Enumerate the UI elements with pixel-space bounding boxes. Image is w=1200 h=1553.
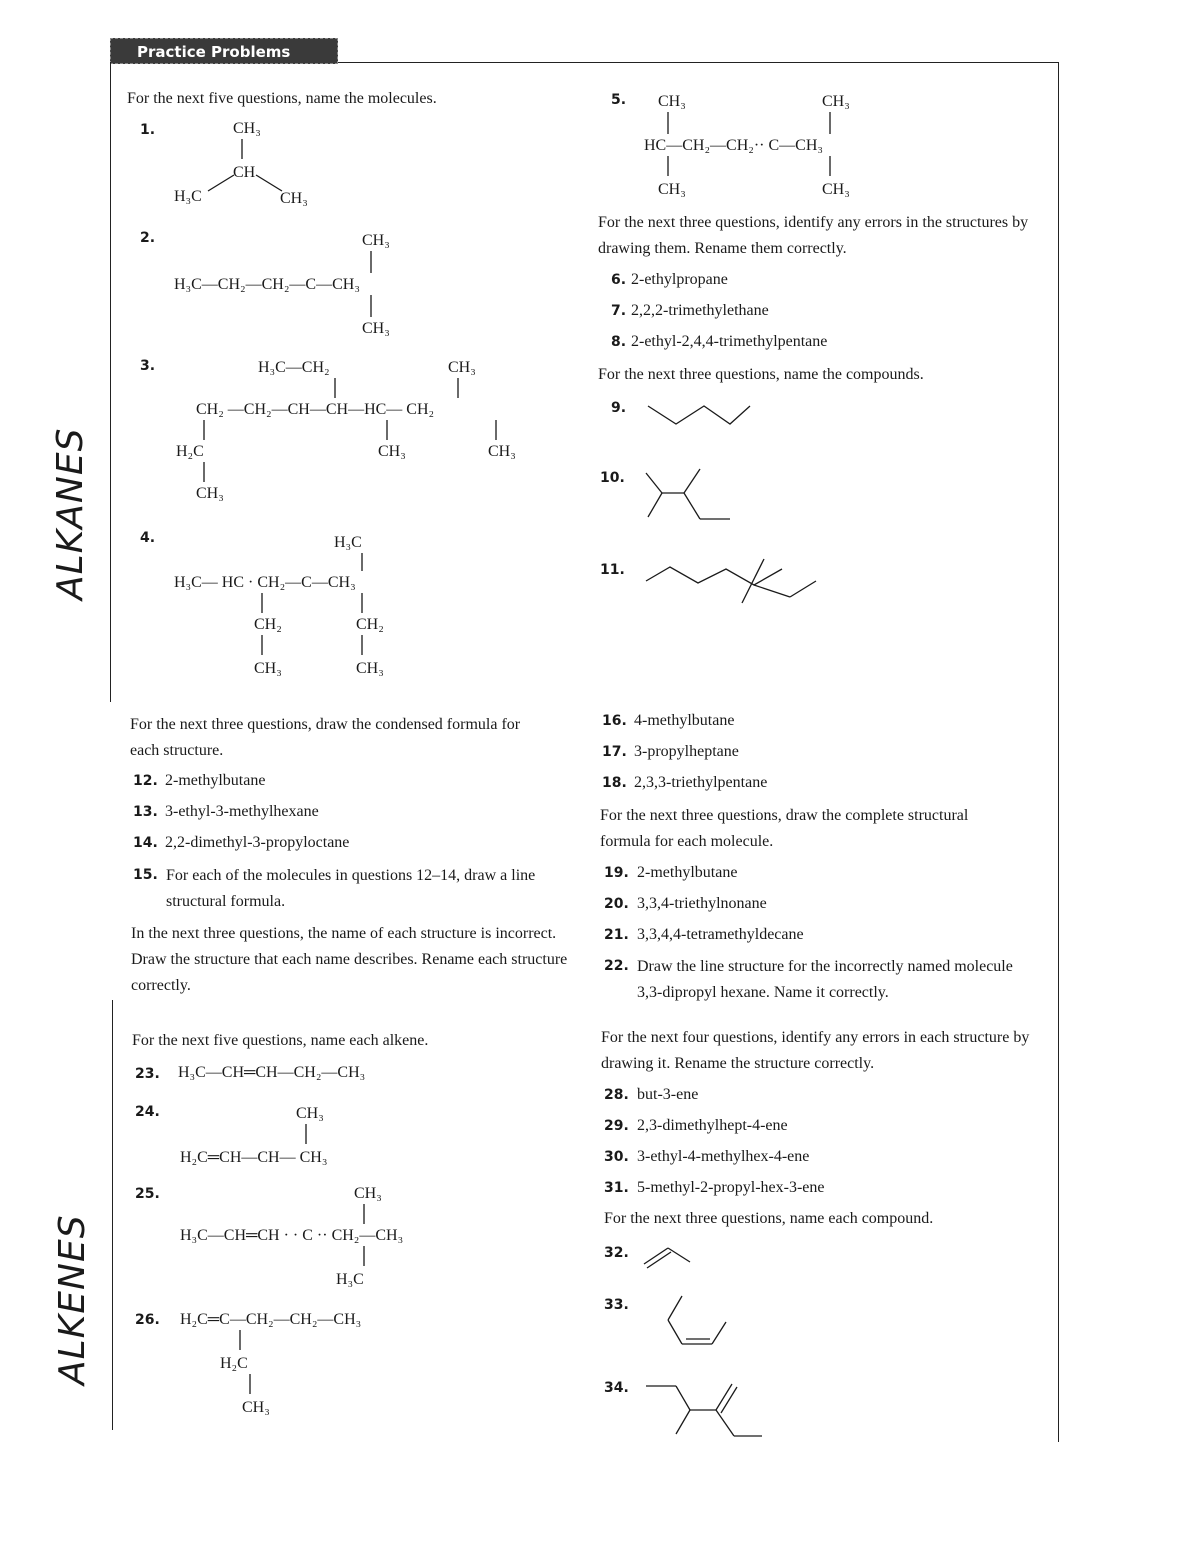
intro-identify-errors: For the next three questions, identify any errors in the structures by drawing them. Rename them correctly. <box>598 214 1029 257</box>
q1-structure <box>170 115 330 215</box>
q34-line-structure <box>640 1380 770 1445</box>
q3-main-chain: CH₂ —CH₂—CH—CH—HC— CH₂ <box>196 401 435 418</box>
q13-text: 3-ethyl-3-methylhexane <box>165 803 319 820</box>
q5-atom-ch3-bottom-right: CH₃ <box>822 181 850 198</box>
q33-number: 33. <box>604 1297 629 1313</box>
q3-number: 3. <box>140 358 156 374</box>
q4-main-chain: H₃C— HC · CH₂—C—CH₃ <box>174 574 356 591</box>
q16-number: 16. <box>602 713 627 729</box>
q12-number: 12. <box>133 773 158 789</box>
q4-structure <box>170 527 470 687</box>
q8-number: 8. <box>611 334 627 350</box>
intro-name-compounds: For the next three questions, name the compounds. <box>598 366 924 383</box>
practice-problems-banner: Practice Problems <box>110 38 338 64</box>
q26-atom-h2c: H₂C <box>220 1355 248 1372</box>
left-rule-alkenes <box>112 1000 113 1430</box>
right-rule <box>1058 62 1059 1442</box>
top-rule <box>338 62 1058 63</box>
q3-atom-ch3-right: CH₃ <box>488 443 516 460</box>
q2-structure <box>170 225 470 340</box>
q21-number: 21. <box>604 927 629 943</box>
q25-atom-ch3-top: CH₃ <box>354 1185 382 1202</box>
q17-number: 17. <box>602 744 627 760</box>
q5-main-chain: HC—CH₂—CH₂·· C—CH₃ <box>644 137 823 154</box>
q26-main-chain: H₂C═C—CH₂—CH₂—CH₃ <box>180 1311 362 1328</box>
q1-number: 1. <box>140 122 156 138</box>
q20-text: 3,3,4-triethylnonane <box>637 895 767 912</box>
q4-atom-ch3-right: CH₃ <box>356 660 384 677</box>
q15-text: For each of the molecules in questions 12–14, draw a line structural formula. <box>166 867 536 910</box>
q16-text: 4-methylbutane <box>634 712 735 729</box>
q33-line-structure <box>660 1292 740 1352</box>
q14-number: 14. <box>133 835 158 851</box>
q24-number: 24. <box>135 1104 160 1120</box>
q5-atom-ch3-top-right: CH₃ <box>822 93 850 110</box>
q2-number: 2. <box>140 230 156 246</box>
q17-text: 3-propylheptane <box>634 743 739 760</box>
q20-number: 20. <box>604 896 629 912</box>
q1-atom-ch3-top: CH₃ <box>233 120 261 137</box>
intro-incorrect: In the next three questions, the name of each structure is incorrect. Draw the structure that each name describes. Rename each structure correctly. <box>131 925 568 994</box>
q26-atom-ch3: CH₃ <box>242 1399 270 1416</box>
q3-structure <box>176 352 550 512</box>
q7-number: 7. <box>611 303 627 319</box>
q26-structure <box>178 1304 478 1424</box>
q4-atom-ch2-right: CH₂ <box>356 616 384 633</box>
side-label-alkenes: ALKENES <box>52 1214 93 1385</box>
intro-name-alkene: For the next five questions, name each alkene. <box>132 1032 429 1049</box>
q25-structure <box>178 1180 518 1290</box>
q2-atom-ch3-top: CH₃ <box>362 232 390 249</box>
q5-number: 5. <box>611 92 627 108</box>
q5-structure <box>640 86 940 206</box>
q22-number: 22. <box>604 958 629 974</box>
q22-text: Draw the line structure for the incorrectly named molecule 3,3-dipropyl hexane. Name it correctly. <box>637 958 1013 1001</box>
q24-main-chain: H₂C═CH—CH— CH₃ <box>180 1149 328 1166</box>
q25-atom-h3c-bottom: H₃C <box>336 1271 364 1288</box>
q28-number: 28. <box>604 1087 629 1103</box>
q8-text: 2-ethyl-2,4,4-trimethylpentane <box>631 333 828 350</box>
q3-atom-ch3-mid: CH₃ <box>378 443 406 460</box>
q14-text: 2,2-dimethyl-3-propyloctane <box>165 834 350 851</box>
q2-main-chain: H₃C—CH₂—CH₂—C—CH₃ <box>174 276 360 293</box>
q32-number: 32. <box>604 1245 629 1261</box>
q7-text: 2,2,2-trimethylethane <box>631 302 769 319</box>
q9-line-structure <box>640 398 750 438</box>
q19-number: 19. <box>604 865 629 881</box>
q18-text: 2,3,3-triethylpentane <box>634 774 768 791</box>
q6-text: 2-ethylpropane <box>631 271 728 288</box>
q3-atom-ch3-bottom: CH₃ <box>196 485 224 502</box>
left-rule-alkanes <box>110 62 111 702</box>
q30-text: 3-ethyl-4-methylhex-4-ene <box>637 1148 810 1165</box>
q26-number: 26. <box>135 1312 160 1328</box>
q32-line-structure <box>640 1240 700 1270</box>
q31-number: 31. <box>604 1180 629 1196</box>
q3-atom-ch3-top: CH₃ <box>448 359 476 376</box>
q9-number: 9. <box>611 400 627 416</box>
q34-number: 34. <box>604 1380 629 1396</box>
q5-atom-ch3-top-left: CH₃ <box>658 93 686 110</box>
q25-number: 25. <box>135 1186 160 1202</box>
side-label-alkanes: ALKANES <box>50 427 91 600</box>
q25-main-chain: H₃C—CH═CH · · C ·· CH₂—CH₃ <box>180 1227 404 1244</box>
q24-structure <box>178 1100 438 1175</box>
q4-atom-ch2-left: CH₂ <box>254 616 282 633</box>
intro-complete-formula: For the next three questions, draw the complete structural formula for each molecule. <box>600 807 969 850</box>
q11-line-structure <box>640 555 830 610</box>
q12-text: 2-methylbutane <box>165 772 266 789</box>
q3-atom-h3c-ch2: H₃C—CH₂ <box>258 359 330 376</box>
q4-number: 4. <box>140 530 156 546</box>
q2-atom-ch3-bottom: CH₃ <box>362 320 390 337</box>
q19-text: 2-methylbutane <box>637 864 738 881</box>
intro-alkene-errors: For the next four questions, identify any errors in each structure by drawing it. Rename the structure correctly. <box>601 1029 1030 1072</box>
q4-atom-h3c-top: H₃C <box>334 534 362 551</box>
q6-number: 6. <box>611 272 627 288</box>
q1-atom-h3c: H₃C <box>174 188 202 205</box>
q21-text: 3,3,4,4-tetramethyldecane <box>637 926 804 943</box>
q3-atom-h2c: H₂C <box>176 443 204 460</box>
q13-number: 13. <box>133 804 158 820</box>
q29-number: 29. <box>604 1118 629 1134</box>
q1-atom-ch3-right: CH₃ <box>280 190 308 207</box>
q1-atom-ch: CH <box>233 164 256 181</box>
intro-name-molecules: For the next five questions, name the molecules. <box>127 90 437 107</box>
q18-number: 18. <box>602 775 627 791</box>
intro-condensed: For the next three questions, draw the condensed formula for each structure. <box>130 716 521 759</box>
q10-number: 10. <box>600 470 625 486</box>
intro-alkene-compounds: For the next three questions, name each compound. <box>604 1210 934 1227</box>
q30-number: 30. <box>604 1149 629 1165</box>
q15-number: 15. <box>133 867 158 883</box>
q24-atom-ch3: CH₃ <box>296 1105 324 1122</box>
q11-number: 11. <box>600 562 625 578</box>
q31-text: 5-methyl-2-propyl-hex-3-ene <box>637 1179 825 1196</box>
q10-line-structure <box>640 465 740 525</box>
q4-atom-ch3-left: CH₃ <box>254 660 282 677</box>
q5-atom-ch3-bottom-left: CH₃ <box>658 181 686 198</box>
q23-formula: H₃C—CH═CH—CH₂—CH₃ <box>178 1064 366 1081</box>
q23-number: 23. <box>135 1066 160 1082</box>
q29-text: 2,3-dimethylhept-4-ene <box>637 1117 788 1134</box>
q28-text: but-3-ene <box>637 1086 699 1103</box>
